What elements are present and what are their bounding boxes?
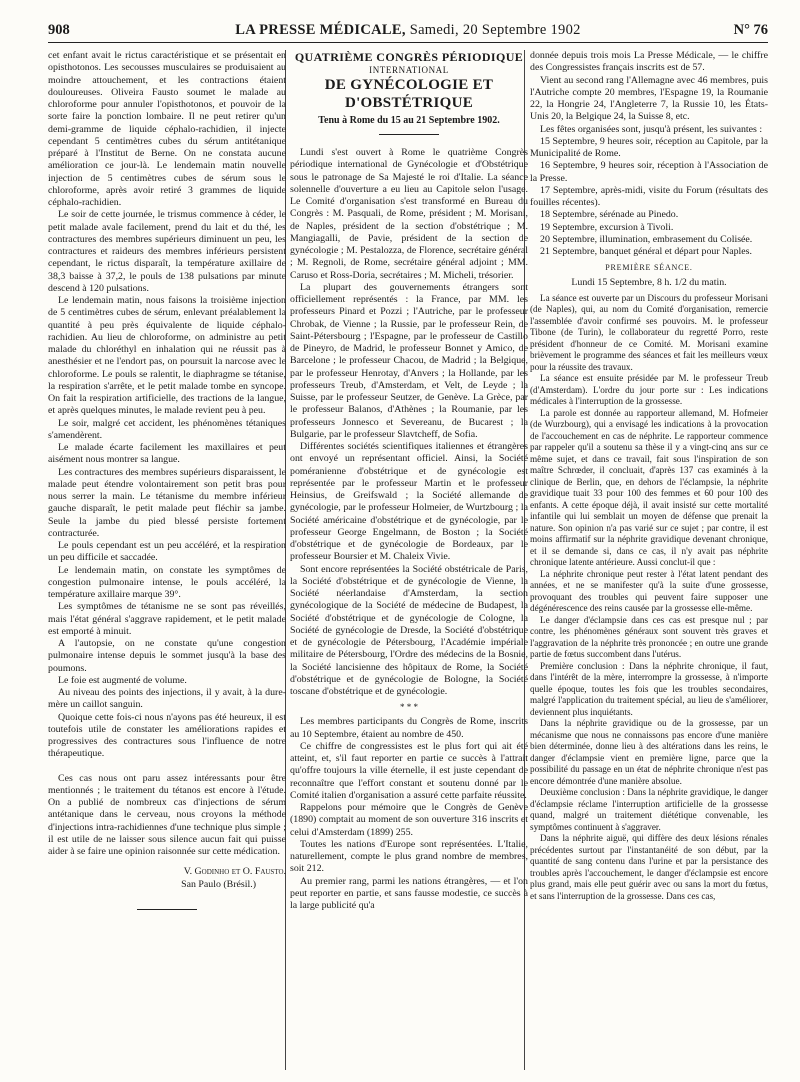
paragraph: Les membres participants du Congrès de Rome, inscrits au 10 Septembre, étaient au nombre de 450. — [290, 716, 528, 740]
paragraph: Le soir, malgré cet accident, les phénomènes tétaniques s'amendèrent. — [48, 417, 286, 441]
paragraph: Rappelons pour mémoire que le Congrès de Genève (1890) comptait au moment de son ouverture 316 inscrits et celui d'Amsterdam (1899) 255. — [290, 802, 528, 838]
journal-name: LA PRESSE MÉDICALE, — [235, 22, 406, 38]
schedule-item: 15 Septembre, 9 heures soir, réception au Capitole, par la Municipalité de Rome. — [530, 135, 768, 159]
schedule-item: 20 Septembre, illumination, embrasement du Colisée. — [540, 233, 753, 245]
end-rule — [137, 909, 197, 910]
paragraph: Le danger d'éclampsie dans ces cas est presque nul ; par contre, les phénomènes généraux sont souvent très graves et l'aggravation de la néphrite très prononcée ; en outre une grande partie de fœtus succombent dans l'utérus. — [530, 614, 768, 660]
page-number: 908 — [48, 22, 70, 38]
paragraph: Le foie est augmenté de volume. — [58, 674, 187, 686]
paragraph: Le lendemain matin, on constate les symptômes de congestion pulmonaire intense, le pouls accéléré, la température axillaire marque 39°. — [48, 564, 286, 600]
paragraph: Sont encore représentées la Société obstétricale de Paris, la Société d'obstétrique et de gynécologie de Vienne, la Société néerlandaise d'Amsterdam, la section gynécologique de la Société de médecine de Budapest, la Société d'obstétrique et de gynécologie de Cologne, la Société de gynécologie de Dresde, la Société d'obstétrique et de gynécologie de Pétersbourg, l'Académie impériale militaire de Pétersbourg, l'Ordre des médecins de la Bosnie, la Société lancisienne des hôpitaux de Rome, la Société d'obstétrique et de gynécologie de Bologne, la Société toscane d'obstétrique et de gynécologie. — [290, 563, 528, 697]
schedule-item: 17 Septembre, après-midi, visite du Forum (résultats des fouilles récentes). — [530, 184, 768, 208]
issue-number: N° 76 — [733, 22, 768, 38]
paragraph: Dans la néphrite gravidique ou de la grossesse, par un mécanisme que nous ne connaissons pas encore d'une manière bien déterminée, donne lieu à des altérations dans les reins, le danger d'éclampsie vient en première ligne, parce que la possibilité du passage en un état de néphrite chronique n'est pas encore démontrée d'une manière absolue. — [530, 718, 768, 786]
paragraph: Ces cas nous ont paru assez intéressants pour être mentionnés ; le traitement du tétanos est encore à l'étude. On a publié de nombreux cas d'injections de sérum antétanique dans le cerveau, nous croyons la méthode d'injections intra-rachidiennes d'une technique plus simple ; il est utile de ne laisser sous silence aucun fait qui puisse aider à se faire une opinion raisonnée sur cette médication. — [48, 772, 286, 857]
session-date: Lundi 15 Septembre, 8 h. 1/2 du matin. — [571, 276, 727, 288]
section-separator: * * * — [400, 702, 418, 713]
paragraph: Lundi s'est ouvert à Rome le quatrième Congrès périodique international de Gynécologie et d'Obstétrique sous le patronage de Sa Majesté le roi d'Italie. La séance solennelle d'ouverture a eu lieu au Capitole selon l'usage. Le Comité d'organisation s'est transformé en Bureau du Congrès : M. Pasquali, de Rome, président ; M. Morisani, de Naples, président de la section d'obstétrique ; M. Mangiagalli, de Pavie, président de la section de gynécologie ; M. Pestalozza, de Florence, secrétaire général ; M. Regnoli, de Rome, secrétaire général adjoint ; MM. Caruso et Ross-Doria, secrétaires ; M. Micheli, trésorier. — [290, 147, 528, 281]
authors: V. Godinho et O. Fausto. — [183, 866, 286, 878]
schedule-item: 16 Septembre, 9 heures soir, réception à l'Association de la Presse. — [530, 160, 768, 184]
paragraph: La plupart des gouvernements étrangers sont officiellement représentés : la France, par MM. les professeurs Pinard et Pozzi ; l'Autriche, par le professeur Chrobak, de Vienne ; la Russie, par le professeur Rein, de Saint-Pétersbourg ; l'Espagne, par le professeur de Castillo de Pineyro, de Madrid, le professeur Bonnet y Amico, de Barcelone ; le professeur Chacou, de Madrid ; la Belgique, par le professeur Henrotay, d'Anvers ; la Hollande, par les professeurs Treub, d'Amsterdam, et Velt, de Leyde ; la Suisse, par le professeur Seutzer, de Genève. La Grèce, par le professeur Balanos, d'Athènes ; la Roumanie, par les professeurs Jonnesco et Severeanu, de Bucarest ; la Bulgarie, par le professeur Slavtcheff, de Sofia. — [290, 281, 528, 440]
paragraph: Le pouls cependant est un peu accéléré, et la respiration un peu difficile et saccadée. — [48, 540, 286, 564]
column-3 — [530, 50, 768, 902]
title-subheading: Tenu à Rome du 15 au 21 Septembre 1902. — [318, 115, 500, 126]
paragraph: Au niveau des points des injections, il y avait, à la dure-mère un caillot sanguin. — [48, 687, 286, 711]
paragraph: Les fêtes organisées sont, jusqu'à présent, les suivantes : — [540, 123, 763, 135]
title-line-1: QUATRIÈME CONGRÈS PÉRIODIQUE — [294, 50, 524, 64]
paragraph: Dans la néphrite aiguë, qui diffère des deux lésions rénales précédentes surtout par l'instantanéité de son début, par la quantité de sang contenu dans l'urine et par la persistance des troubles après l'accouchement, le danger d'éclampsie est encore plus grand, mais elle peut guérir avec ou sans la mort du fœtus, et sans l'interruption de la grossesse. Dans ces cas, — [530, 833, 768, 901]
paragraph: Au premier rang, parmi les nations étrangères, — et l'on peut reporter en partie, et sans fausse modestie, ce succès à la large publicité qu'a — [290, 875, 528, 911]
paragraph: Première conclusion : Dans la néphrite chronique, il faut, dans l'intérêt de la mère, interrompre la grossesse, à n'importe quelle époque, toutes les fois que les troubles secondaires, malgré l'application du traitement spécial, au lieu de s'améliorer, deviennent plus inquiétants. — [530, 660, 768, 717]
signature-block — [48, 866, 286, 891]
paragraph: donnée depuis trois mois La Presse Médicale, — le chiffre des Congressistes français inscrits est de 57. — [530, 50, 768, 74]
paragraph: Deuxième conclusion : Dans la néphrite gravidique, le danger d'éclampsie réclame l'interruption artificielle de la grossesse quand, malgré un traitement diététique convenable, les symptômes continuent à s'aggraver. — [530, 787, 768, 832]
paragraph: La parole est donnée au rapporteur allemand, M. Hofmeier (de Wurzbourg), qui a envisagé les indications à la provocation de l'accouchement en cas de néphrite. Le rapporteur commence par rappeler qu'il a soutenu sa thèse il y a vingt-cinq ans sur ce même sujet, et dans ce travail, fait sous l'inspiration de son maître Schrœder, il concluait, d'après 137 cas examinés à la clinique de Berlin, que, en dehors de l'éclampsie, la néphrite gravidique tuait 33 pour 100 des femmes et 60 pour 100 des enfants. A cette époque déjà, il avait insisté sur cette mortalité infantile qui lui semblait un moyen de défense que prenait la nature. Son opinion n'a pas varié sur ce sujet ; par contre, il est moins affirmatif sur la néphrite gravidique devenant chronique, et il se demande si, dans ce cas, il n'y avait pas néphrite chronique latente antérieure. Aussi conclut-il que : — [530, 407, 768, 568]
column-2 — [290, 50, 528, 912]
paragraph: Le malade écarte facilement les maxillaires et peut aisément nous montrer sa langue. — [48, 442, 286, 466]
paragraph: La séance est ouverte par un Discours du professeur Morisani (de Naples), qui, au nom du Comité d'organisation, remercie l'assemblée d'avoir confirmé ses pouvoirs. M. le professeur Tibone (de Turin), le collaborateur du regretté Porro, reste président d'honneur de ce Comité. M. Morisani examine brièvement le programme des séances et fait les meilleurs vœux pour la réussite des travaux. — [530, 292, 768, 372]
section-heading: PREMIÈRE SÉANCE. — [605, 263, 693, 273]
paragraph: cet enfant avait le rictus caractéristique et se présentait en opisthotonos. Les secousses musculaires se produisaient au moindre attouchement, et les contractions étaient douloureuses. Oliveira Fausto soumet le malade au chloroforme pour annuler l'opisthotonos, et pouvoir de la sorte faire la ponction lombaire. Il ne peut retirer qu'un demi-gramme de liquide céphalo-rachidien, il injecte cependant 5 centimètres cubes du sérum antitétanique préparé à l'Institut de Berne. On ne constata aucune amélioration ce jour-là. Le lendemain matin nouvelle injection de 5 centimètres cubes de sérum sous le chloroforme, après avoir retiré 3 grammes de liquide céphalo-rachidien. — [48, 50, 286, 208]
paragraph: La néphrite chronique peut rester à l'état latent pendant des années, et ne se manifester qu'à la suite d'une grossesse, provoquant des troubles qui peuvent faire supposer une dégénérescence des reins causée par la grossesse elle-même. — [530, 568, 768, 614]
paragraph: Vient au second rang l'Allemagne avec 46 membres, puis l'Autriche compte 20 membres, l'Espagne 19, la Roumanie 22, la Hongrie 24, l'Angleterre 7, la Russie 10, les États-Unis 20, la Belgique 24, la Suisse 8, etc. — [530, 74, 768, 123]
schedule-item: 18 Septembre, sérénade au Pinedo. — [540, 209, 679, 221]
title-rule — [379, 134, 439, 135]
article-title — [290, 50, 528, 135]
title-line-2: INTERNATIONAL — [369, 65, 449, 75]
session-report — [530, 293, 768, 903]
title-line-3: DE GYNÉCOLOGIE ET D'OBSTÉTRIQUE — [324, 77, 494, 111]
paragraph: Les contractures des membres supérieurs disparaissent, le malade peut étendre volontairement son petit bras pour nous serrer la main. Le tétanisme du membre inférieur gauche disparaît, le petit malade peut fléchir sa jambe. Seule la jambe du pied blessé persiste fortement contracturée. — [48, 466, 286, 539]
paragraph: Ce chiffre de congressistes est le plus fort qui ait été atteint, et, s'il faut reporter en partie ce succès à l'attrait qu'offre toujours la ville éternelle, il est juste cependant de reconnaître que l'effort constant et soutenu donné par le Comité italien d'organisation a assuré cette parfaite réussite. — [290, 740, 528, 801]
schedule-item: 21 Septembre, banquet général et départ pour Naples. — [540, 246, 752, 257]
schedule-item: 19 Septembre, excursion à Tivoli. — [540, 221, 674, 233]
page-header — [48, 20, 768, 43]
column-1 — [48, 50, 286, 910]
paragraph: Le lendemain matin, nous faisons la troisième injection de 5 centimètres cubes de sérum, enlevant préalablement la quantité à peu près équivalente de liquide céphalo-rachidien. Au lieu de chloroforme, on administre au petit malade du chloréthyl en inhalation qui ne réussit pas à anesthésier et ne l'endort pas, on poursuit la narcose avec le chloroforme. Le pouls se ralentit, le diaphragme se tétanise, la respiration s'arrête, et le petit malade tombe en syncope. On fait la respiration artificielle, des tractions de la langue, et après quelques minutes, le malade revient peu à peu. — [48, 295, 286, 417]
paragraph: Le soir de cette journée, le trismus commence à céder, le petit malade avale facilement, prend du lait et du thé, les contractures des membres supérieurs diminuent un peu, les contractures et raideurs des membres inférieurs persistent cependant, le rictus disparaît, la température axillaire de 38,3 baisse à 37,2, le pouls de 138 pulsations par minute descend à 120 pulsations. — [48, 209, 286, 294]
author-location: San Paulo (Brésil.) — [181, 878, 256, 890]
journal-title-line — [48, 22, 768, 39]
issue-date: Samedi, 20 Septembre 1902 — [409, 22, 581, 38]
paragraph: La séance est ensuite présidée par M. le professeur Treub (d'Amsterdam). L'ordre du jour porte sur : Les indications médicales à l'interruption de la grossesse. — [530, 373, 768, 407]
paragraph: Toutes les nations d'Europe sont représentées. L'Italie, naturellement, compte le plus grand nombre de membres, soit 212. — [290, 838, 528, 875]
paragraph: A l'autopsie, on ne constate qu'une congestion pulmonaire intense depuis le sommet jusqu'à la base des poumons. — [48, 638, 286, 674]
paragraph: Les symptômes de tétanisme ne se sont pas réveillés, mais l'état général s'aggrave rapidement, et le petit malade est emporté à minuit. — [48, 601, 286, 637]
paragraph: Différentes sociétés scientifiques italiennes et étrangères ont envoyé un représentant officiel. Ainsi, la Société poméranienne d'obstétrique et de gynécologie est représentée par le professeur Martin et le professeur Heinsius, de Greifswald ; la Société allemande de gynécologie, par le professeur Holmeier, de Wurtzbourg ; la Société américaine d'obstétrique et de gynécologie, par le professeur George Engelmann, de Boston ; la Société d'obstétrique et de gynécologie de Bordeaux, par le professeur Boursier et M. Chaleix Vivie. — [290, 441, 528, 563]
paragraph: Quoique cette fois-ci nous n'ayons pas été heureux, il est toutefois utile de constater les améliorations rapides et progressives des contractures sous l'influence de notre thérapeutique. — [48, 711, 286, 760]
